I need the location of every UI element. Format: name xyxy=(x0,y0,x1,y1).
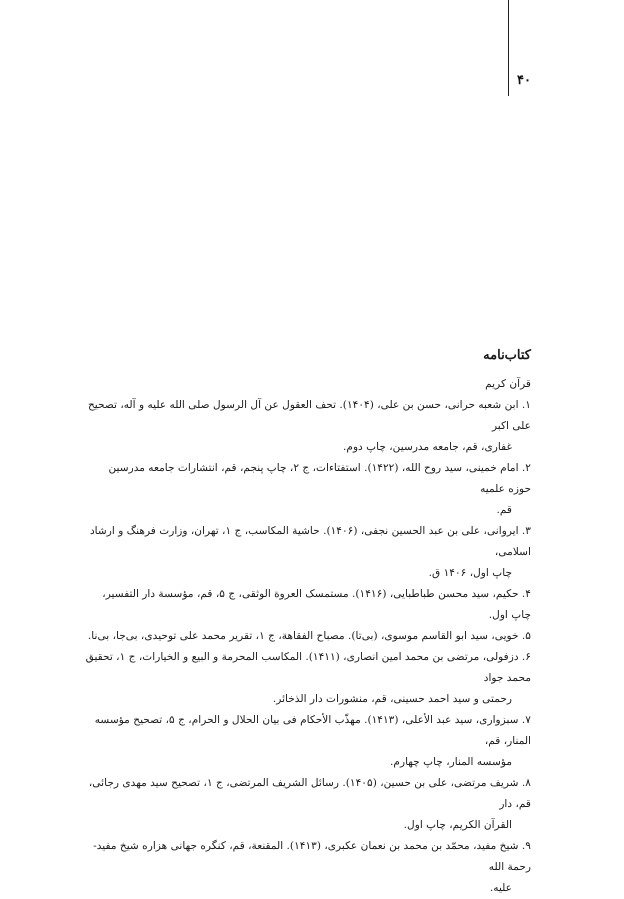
reference-entry xyxy=(84,647,531,710)
reference-continuation: قم. xyxy=(496,504,512,516)
bibliography-heading: کتاب‌نامه xyxy=(483,348,531,363)
reference-entry xyxy=(84,836,531,899)
reference-line: ۵. خویی، سید ابو القاسم موسوی، (بی‌تا). مصباح الفقاهة، ج ۱، تقریر محمد علی توحیدی، بی‌جا، بی‌نا. xyxy=(87,630,531,642)
reference-continuation: چاپ اول، ۱۴۰۶ ق. xyxy=(428,567,512,579)
reference-line: ۹. شیخ مفید، محمّد بن محمد بن نعمان عکبری، (۱۴۱۳). المقنعة، قم، کنگره جهانی هزاره شیخ مفید- رحمة الله xyxy=(93,840,531,873)
reference-continuation: رحمتی و سید احمد حسینی، قم، منشورات دار الذخائر. xyxy=(272,693,512,705)
reference-line: ۲. امام خمینی، سید روح الله، (۱۴۲۲). استفتاءات، ج ۲، چاپ پنجم، قم، انتشارات جامعه مدرسین حوزه علمیه xyxy=(108,462,531,495)
page-header-rule xyxy=(508,0,509,96)
reference-line: ۸. شریف مرتضی، علی بن حسین، (۱۴۰۵). رسائل الشریف المرتضی، ج ۱، تصحیح سید مهدی رجائی، قم، دار xyxy=(88,777,531,810)
reference-continuation: غفاری، قم، جامعه مدرسین، چاپ دوم. xyxy=(343,441,512,453)
reference-entry xyxy=(84,395,531,458)
reference-entry xyxy=(84,458,531,521)
reference-line: ۱. ابن شعبه حرانی، حسن بن علی، (۱۴۰۴). تحف العقول عن آل الرسول صلی الله علیه و آله، تصحیح علی اکبر xyxy=(87,399,531,432)
bibliography-section xyxy=(84,345,531,899)
reference-continuation: القرآن الکریم، چاپ اول. xyxy=(403,819,512,831)
reference-entry xyxy=(84,521,531,584)
reference-quran: قرآن کریم xyxy=(485,378,531,390)
reference-line: ۶. دزفولی، مرتضی بن محمد امین انصاری، (۱۴۱۱). المکاسب المحرمة و البیع و الخیارات، ج ۱، تحقیق محمد جواد xyxy=(85,651,531,684)
reference-entry xyxy=(84,626,531,647)
reference-line: ۳. ایروانی، علی بن عبد الحسین نجفی، (۱۴۰۶). حاشیة المکاسب، ج ۱، تهران، وزارت فرهنگ و ارشاد اسلامی، xyxy=(89,525,531,558)
reference-entry xyxy=(84,584,531,626)
reference-line: ۷. سبزواری، سید عبد الأعلی، (۱۴۱۳). مهذّب الأحکام فی بیان الحلال و الحرام، ج ۵، تصحیح مؤسسه المنار، قم، xyxy=(94,714,531,747)
reference-entry xyxy=(84,773,531,836)
reference-continuation: مؤسسه المنار، چاپ چهارم. xyxy=(390,756,512,768)
reference-continuation: علیه. xyxy=(489,882,512,894)
reference-entry xyxy=(84,710,531,773)
page-number: ۴۰ xyxy=(517,73,531,88)
reference-line: ۴. حکیم، سید محسن طباطبایی، (۱۴۱۶). مستمسک العروة الوثقی، ج ۵، قم، مؤسسة دار التفسیر، چاپ اول. xyxy=(102,588,531,621)
